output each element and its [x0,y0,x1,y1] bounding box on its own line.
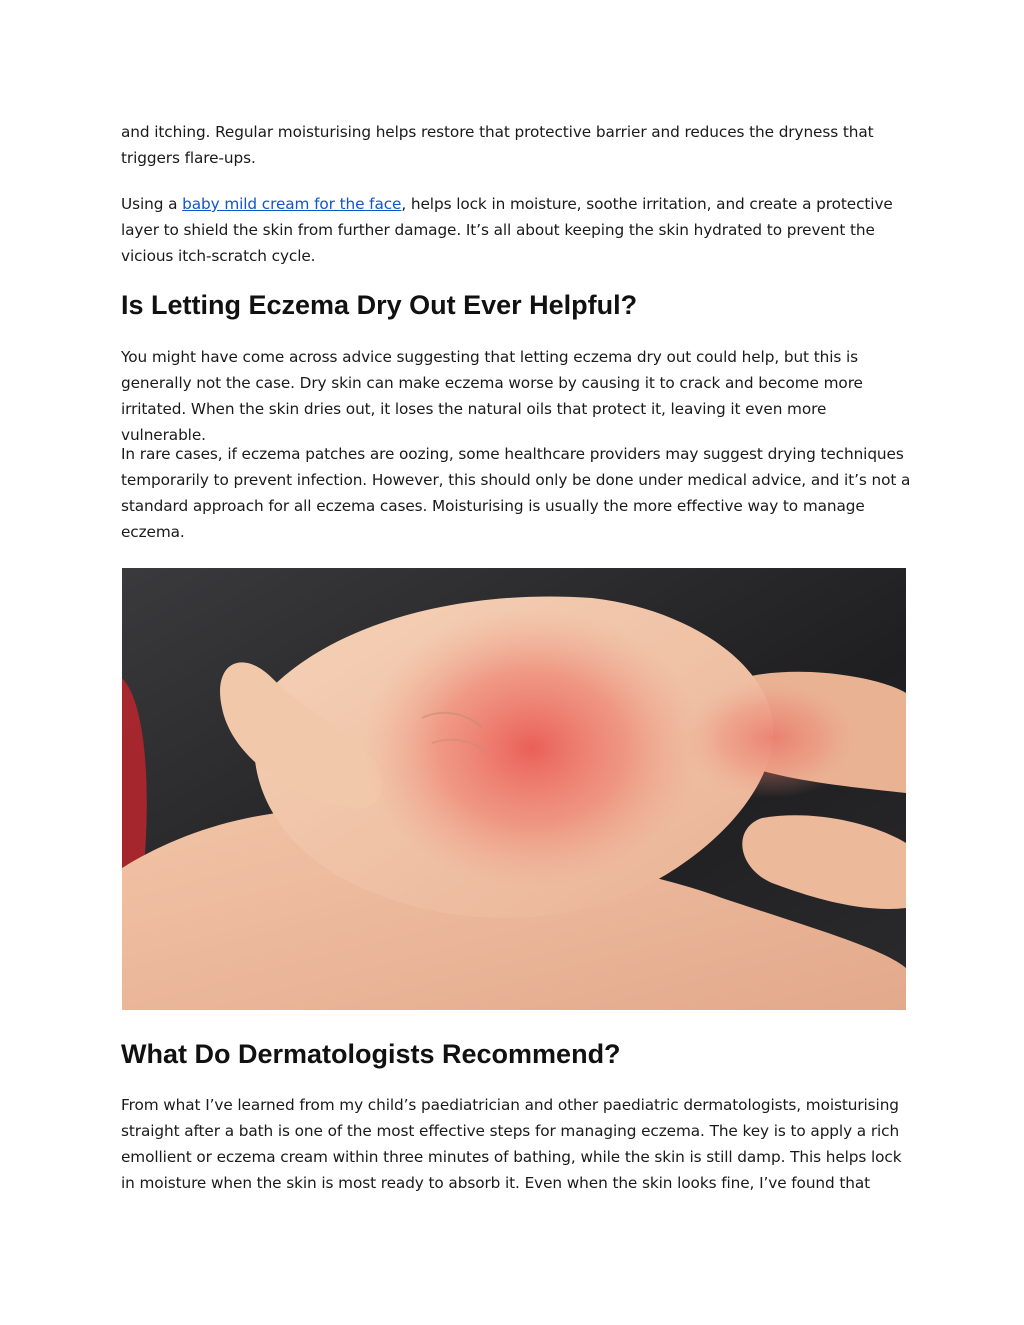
eczema-hand-photo [122,568,906,1010]
section-heading-dry-out: Is Letting Eczema Dry Out Ever Helpful? [121,290,638,320]
section1-paragraph-1: You might have come across advice suggesting that letting eczema dry out could help, but this is generally not the case. Dry skin can make eczema worse by causing it to crack and become more irritated. When the skin dries out, it loses the natural oils that protect it, leaving it even more vulnerable. [121,348,863,444]
intro-paragraph-2-rest: , helps lock in moisture, soothe irritation, and create a protective layer to shield the skin from further damage. It’s all about keeping the skin hydrated to prevent the vicious itch-scratch cycle. [121,195,893,265]
intro-paragraph-2-lead: Using a [121,195,183,213]
intro-paragraph-1: and itching. Regular moisturising helps restore that protective barrier and reduces the dryness that triggers flare-ups. [121,123,874,167]
section1-paragraph-2: In rare cases, if eczema patches are oozing, some healthcare providers may suggest drying techniques temporarily to prevent infection. However, this should only be done under medical advice, and it’s not a standard approach for all eczema cases. Moisturising is usually the more effective way to manage eczema. [121,445,911,541]
section-heading-dermatologists: What Do Dermatologists Recommend? [121,1039,621,1069]
baby-mild-cream-link[interactable]: baby mild cream for the face [182,195,402,213]
intro-paragraph-2 [121,191,911,269]
section2-paragraph-1: From what I’ve learned from my child’s paediatrician and other paediatric dermatologists, moisturising straight after a bath is one of the most effective steps for managing eczema. The key is to apply a rich emollient or eczema cream within three minutes of bathing, while the skin is still damp. This helps lock in moisture when the skin is most ready to absorb it. Even when the skin looks fine, I’ve found that [121,1096,902,1192]
hand-illustration [122,568,906,1010]
